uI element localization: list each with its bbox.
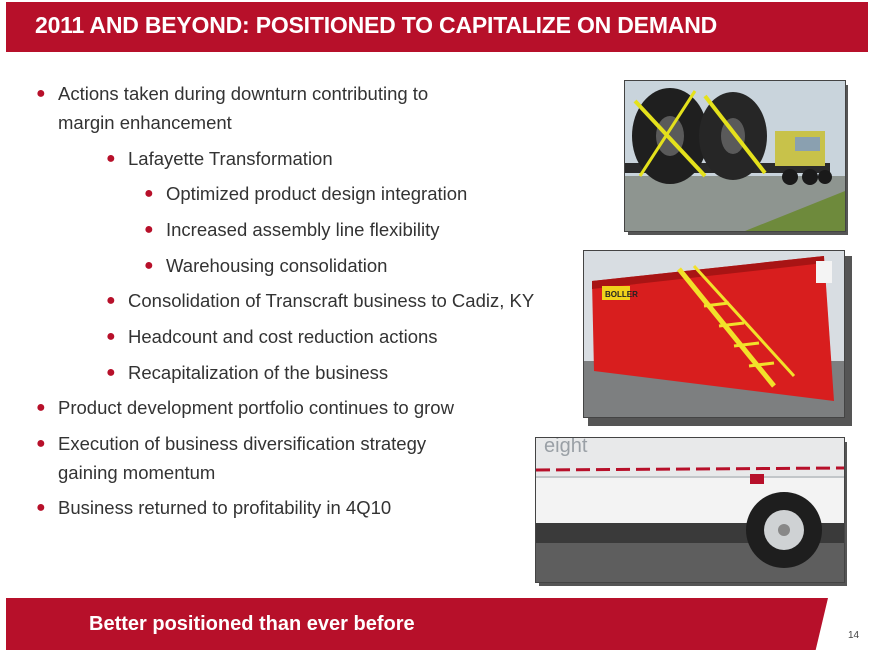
- bullet-text: Lafayette Transformation: [128, 148, 333, 169]
- bullet-text: Business returned to profitability in 4Q10: [58, 497, 392, 518]
- bullet-dot-icon: ●: [144, 257, 154, 274]
- frac-tank-image: [584, 251, 844, 417]
- slide-title: 2011 AND BEYOND: POSITIONED TO CAPITALIZE ON DEMAND: [35, 12, 718, 38]
- bullet-text: margin enhancement: [58, 112, 232, 133]
- bullet-item: [106, 144, 333, 173]
- bullet-dot-icon: ●: [36, 435, 46, 452]
- bullet-text: Recapitalization of the business: [128, 362, 389, 383]
- bullet-dot-icon: ●: [36, 85, 46, 102]
- bullet-dot-icon: ●: [106, 292, 116, 309]
- bullet-dot-icon: ●: [36, 499, 46, 516]
- bullet-item: [36, 429, 427, 487]
- bullet-item: [106, 286, 535, 315]
- bullet-item: [36, 393, 454, 422]
- bullet-text: Actions taken during downturn contributing to: [58, 83, 429, 104]
- bullet-item: [36, 493, 392, 522]
- bullet-dot-icon: ●: [144, 185, 154, 202]
- bullet-item: [144, 215, 440, 244]
- bullet-text: Product development portfolio continues to grow: [58, 397, 454, 418]
- trailer-text: eight: [544, 438, 588, 457]
- trailer-skirt-photo: [535, 437, 845, 583]
- page-number: 14: [848, 630, 860, 641]
- tire-trailer-image: [625, 81, 845, 231]
- bullet-dot-icon: ●: [106, 328, 116, 345]
- frac-tank-photo: [583, 250, 845, 418]
- bullet-item: [106, 358, 389, 387]
- bullet-item: [144, 251, 388, 280]
- bullet-text: Headcount and cost reduction actions: [128, 326, 438, 347]
- bullet-item: [144, 179, 468, 208]
- footer-tagline: Better positioned than ever before: [89, 613, 415, 635]
- bullet-text: Warehousing consolidation: [166, 255, 388, 276]
- bullet-text: Optimized product design integration: [166, 183, 468, 204]
- bullet-item: [106, 322, 438, 351]
- bullet-text: Increased assembly line flexibility: [166, 219, 440, 240]
- tank-brand-label: BOLLER: [605, 290, 638, 299]
- bullet-item: [36, 79, 429, 137]
- bullet-dot-icon: ●: [106, 150, 116, 167]
- bullet-dot-icon: ●: [36, 399, 46, 416]
- bullet-dot-icon: ●: [144, 221, 154, 238]
- bullet-text: Execution of business diversification strategy: [58, 433, 427, 454]
- tire-trailer-photo: [624, 80, 846, 232]
- bullet-dot-icon: ●: [106, 364, 116, 381]
- trailer-skirt-image: [536, 438, 844, 582]
- bullet-text: Consolidation of Transcraft business to Cadiz, KY: [128, 290, 535, 311]
- bullet-text: gaining momentum: [58, 462, 216, 483]
